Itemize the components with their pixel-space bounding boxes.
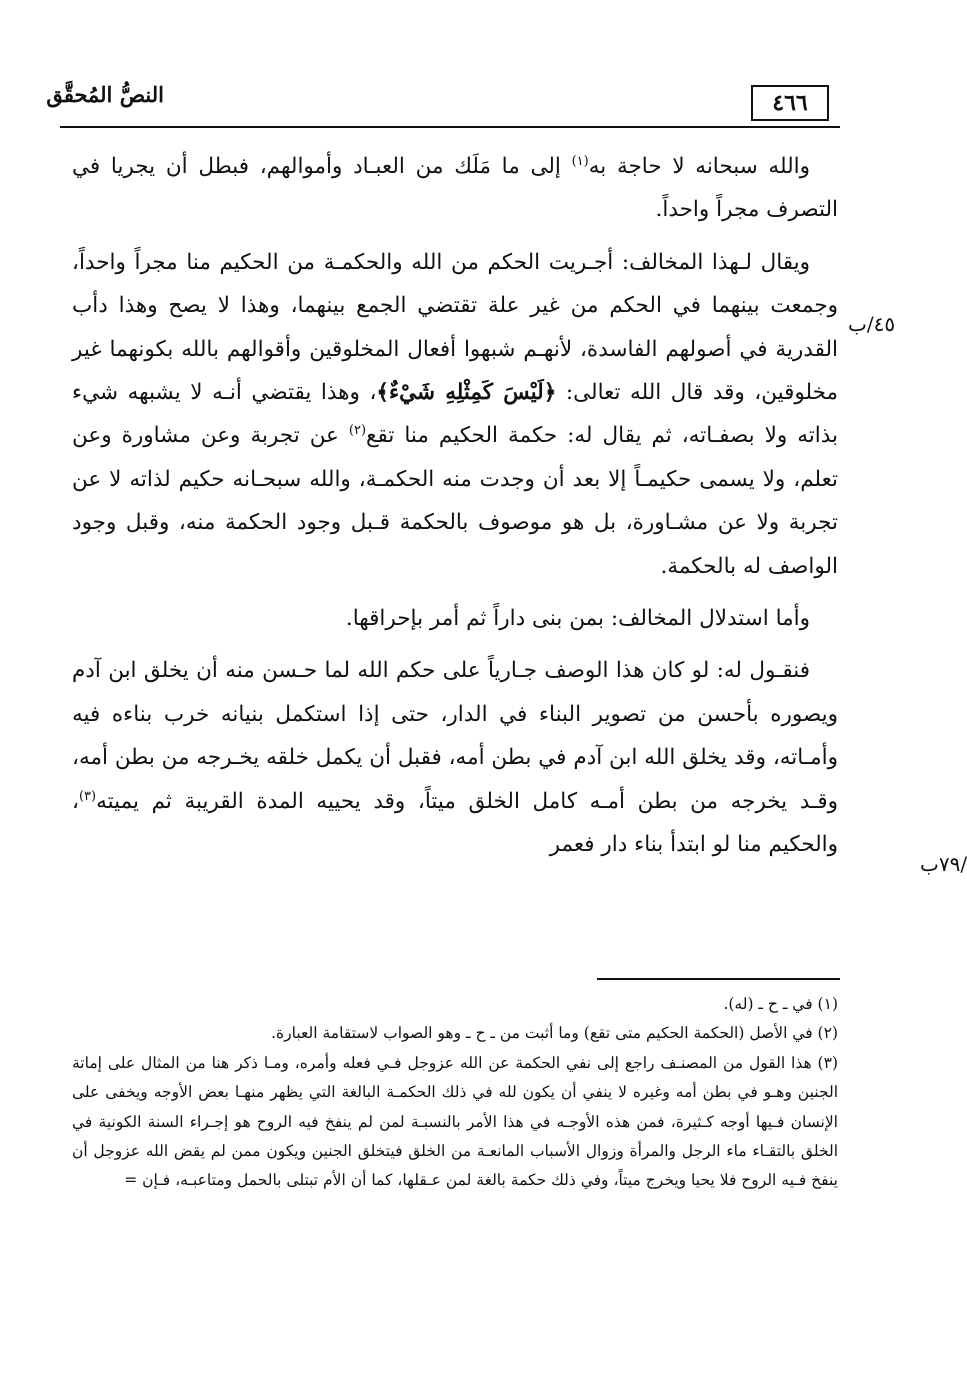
footnote-ref[interactable]: (٢): [348, 423, 367, 439]
text-run: ، والحكيم منا لو ابتدأ بناء دار فعمر: [72, 788, 838, 858]
page-number: ٤٦٦: [751, 85, 829, 121]
footnotes: [72, 990, 838, 1196]
header-rule: [60, 126, 840, 128]
quran-quote: ﴿لَيْسَ كَمِثْلِهِ شَيْءٌ﴾: [376, 380, 557, 406]
footnote: (٢) في الأصل (الحكمة الحكيم متى تقع) وما أثبت من ـ ح ـ وهو الصواب لاستقامة العبارة.: [271, 1024, 838, 1043]
footnote-ref[interactable]: (٣): [78, 788, 97, 804]
text-run: ويقال لـهذا المخالف: أجـريت الحكم من الله والحكمـة من الحكيم منا مجراً واحداً، وجمعت بينهما في الحكم من غير علة تقتضي الجمع بينهما، وهذا لا يصح وهذا دأب القدرية في أصولهم الفاسدة، لأنهـم شبهوا أفعال المخلوقين وأقوالهم بالله بكونهما غير مخلوقين، وقد قال الله تعالى:: [72, 249, 839, 406]
footnote: (١) في ـ ح ـ (له).: [723, 995, 838, 1013]
footnote-ref[interactable]: (١): [571, 153, 589, 169]
footnote: (٣) هذا القول من المصنـف راجع إلى نفي الحكمة عن الله عزوجل فـي فعله وأمره، ومـا ذكر هنا من المثال على إماتة الجنين وهـو في بطن أمه وغيره لا ينفي أن يكون لله في ذلك الحكمـة البالغة التي يظهر منهـا بعض الأوجه ويخفى على الإنسان فـيها أوجه كـثيرة، فمن هذه الأوجـه في هذا الأمر بالنسبـة لمن لم ينفخ فيه الروح هو إجـراء السنة الكونية في الخلق بالتقـاء ماء الرجل والمرأة وزوال الأسباب المانعـة من الخلق فيتخلق الجنين ويكون ممن لم يقض الله عزوجل أن ينفخ فـيه الروح فلا يحيا ويخرج ميتاً، وفي ذلك حكمة بالغة لمن عـقلها، كما أن الأم تبتلى بالحمل ومتاعبـه، فـإن =: [72, 1053, 838, 1190]
paragraph: وأما استدلال المخالف: بمن بنى داراً ثم أمر بإحراقها.: [345, 606, 810, 632]
text-run: فنقـول له: لو كان هذا الوصف جـارياً على حكم الله لما حـسن منه أن يخلق ابن آدم ويصوره بأحسن من تصوير البناء في الدار، حتى إذا استكمل بنيانه خرب بناءه فيه وأمـاته، وقد يخلق الله ابن آدم في بطن أمه، فقبل أن يكمل خلقه يخـرجه من بطن أمه، وقـد يخرجه من بطن أمـه كامل الخلق ميتاً، وقد يحييه المدة القريبة ثم يميته: [72, 658, 838, 814]
footnote-separator: [597, 978, 840, 980]
text-run: عن تجربة وعن مشاورة وعن تعلم، ولا يسمى حكيمـاً إلا بعد أن وجدت منه الحكمـة، والله سبحـانه حكيم لذاته لا عن تجربة ولا عن مشـاورة، بل هو موصوف بالحكمة قـبل وجود الحكمة منه، وقبل وجود الواصف له بالحكمة.: [72, 423, 838, 579]
margin-folio-marker: /٧٩ب: [920, 852, 967, 876]
text-run: والله سبحانه لا حاجة به: [588, 154, 810, 179]
text-run: إلى ما مَلَك من العبـاد وأموالهم، فبطل أن يجريا في التصرف مجراً واحداً.: [72, 154, 838, 223]
running-header-title: النصُّ المُحقَّق: [46, 82, 164, 107]
paragraph: [72, 145, 838, 232]
main-text: [72, 145, 838, 867]
paragraph: [72, 649, 838, 866]
margin-folio-marker: ٤٥/ب: [848, 312, 896, 336]
paragraph: [72, 241, 838, 588]
text-run: ، وهذا يقتضي أنـه لا يشبهه شيء بذاته ولا بصفـاته، ثم يقال له: حكمة الحكيم منا تقع: [72, 380, 838, 449]
